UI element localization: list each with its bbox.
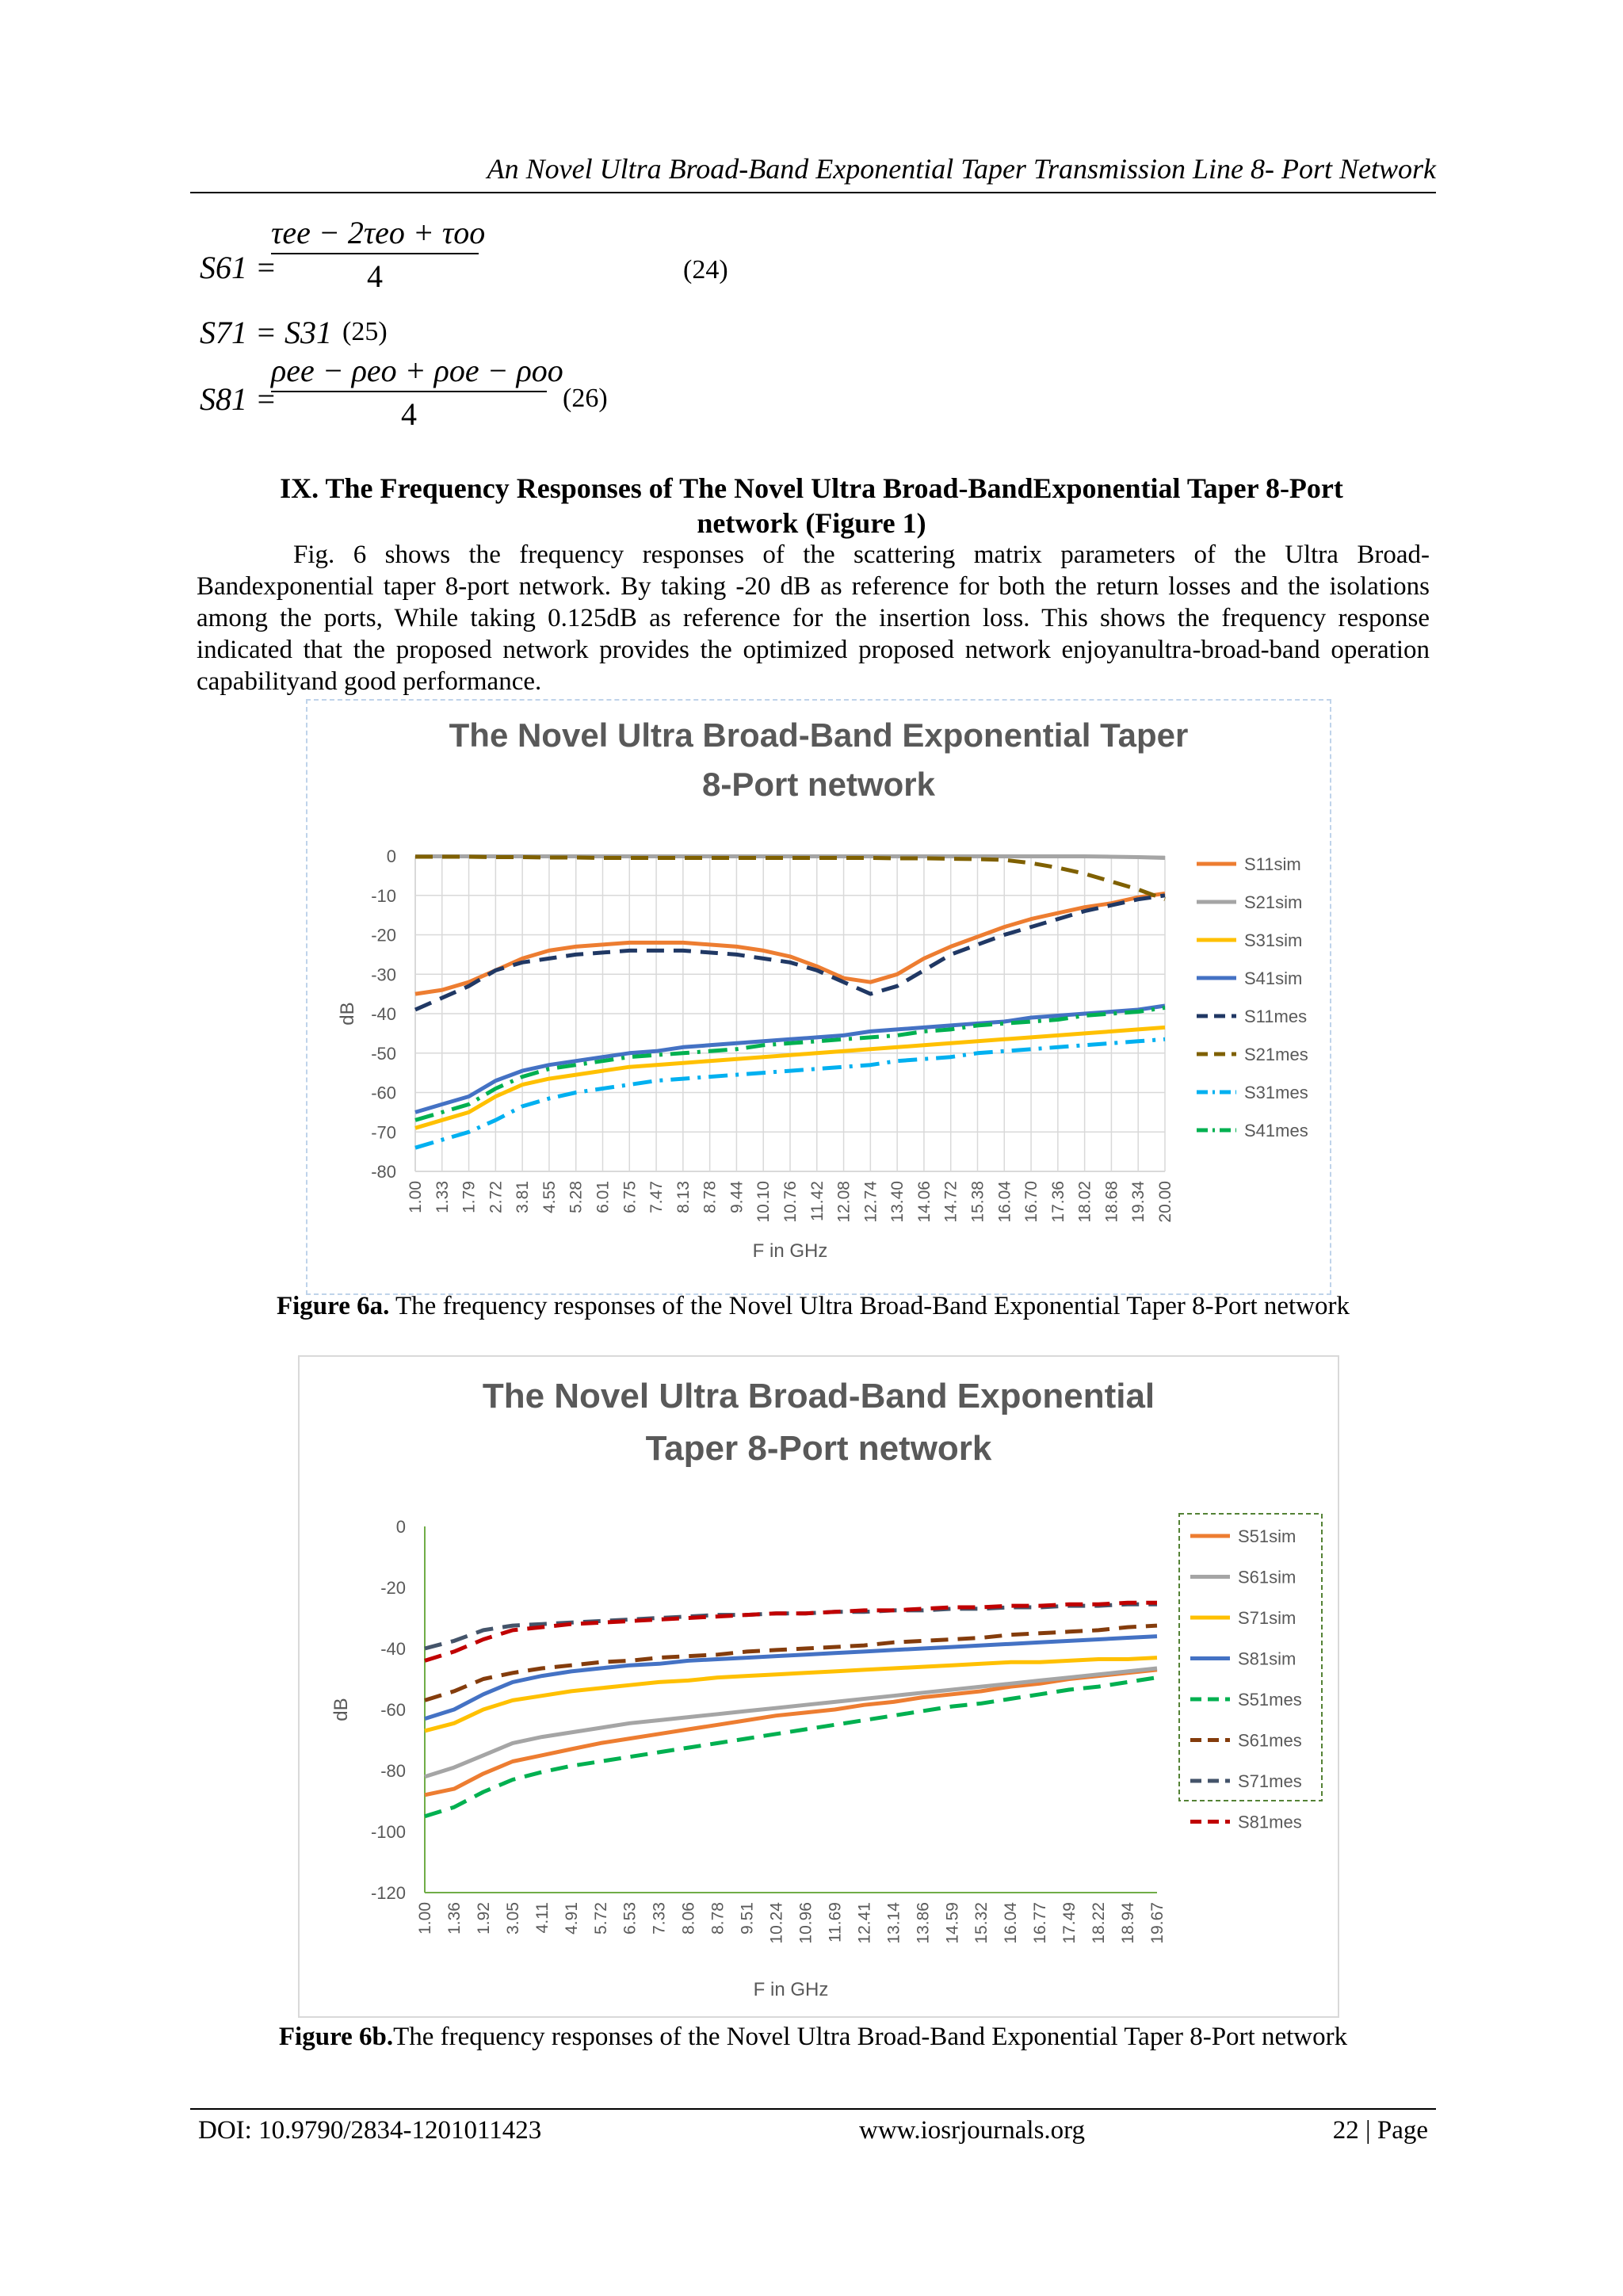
equation-24-number: (24) bbox=[683, 255, 728, 285]
chart-b-series-s61sim bbox=[425, 1668, 1157, 1777]
chart-b-x-tick-label: 7.33 bbox=[650, 1902, 669, 1935]
chart-a-x-axis-label: F in GHz bbox=[752, 1240, 828, 1262]
chart-b-y-tick-label: -100 bbox=[370, 1822, 406, 1842]
chart-b-x-tick-label: 10.24 bbox=[767, 1902, 786, 1944]
chart-b-x-tick-label: 12.41 bbox=[855, 1902, 874, 1944]
body-paragraph: Fig. 6 shows the frequency responses of the scattering matrix parameters of the Ultra Broad-Bandexponential taper 8-port network. By taking -20 dB as reference for both the return losses and the isolations among the ports, While taking 0.125dB as reference for the insertion loss. This shows the frequency response indicated that the proposed network provides the optimized proposed network enjoyanultra-broad-band operation capabilityand good performance. bbox=[197, 541, 1430, 696]
chart-b-x-tick-label: 9.51 bbox=[738, 1902, 757, 1935]
chart-b-legend-label-s71sim: S71sim bbox=[1238, 1608, 1296, 1628]
chart-a-y-tick-label: -40 bbox=[371, 1004, 396, 1024]
chart-b-legend-label-s51sim: S51sim bbox=[1238, 1526, 1296, 1546]
chart-a-x-tick-label: 20.00 bbox=[1156, 1181, 1174, 1223]
chart-a-x-tick-label: 8.13 bbox=[674, 1181, 693, 1213]
chart-b-legend-label-s51mes: S51mes bbox=[1238, 1690, 1302, 1710]
chart-a-x-tick-label: 1.33 bbox=[433, 1181, 452, 1213]
chart-a-x-tick-label: 4.55 bbox=[540, 1181, 559, 1213]
chart-b-y-tick-label: -20 bbox=[380, 1578, 406, 1598]
chart-b-x-tick-label: 8.78 bbox=[708, 1902, 727, 1935]
chart-a-y-tick-label: -20 bbox=[371, 925, 396, 946]
chart-a-y-tick-label: -60 bbox=[371, 1083, 396, 1103]
chart-a-x-tick-label: 19.34 bbox=[1129, 1181, 1148, 1223]
chart-b-y-axis-label: dB bbox=[330, 1698, 352, 1721]
equation-25-number: (25) bbox=[342, 317, 388, 346]
figure-6b-caption: Figure 6b.The frequency responses of the Novel Ultra Broad-Band Exponential Taper 8-Port network bbox=[278, 2023, 1348, 2051]
chart-b-x-tick-label: 16.04 bbox=[1002, 1902, 1021, 1944]
chart-b-x-tick-label: 1.00 bbox=[416, 1902, 434, 1935]
figure-6a-frame bbox=[306, 699, 1331, 1295]
chart-a-title-line-0: The Novel Ultra Broad-Band Exponential Taper bbox=[449, 716, 1189, 754]
chart-b-x-tick-label: 10.96 bbox=[796, 1902, 815, 1944]
chart-a-x-tick-label: 16.70 bbox=[1022, 1181, 1041, 1223]
chart-a-y-axis-label: dB bbox=[337, 1002, 358, 1026]
chart-b-x-tick-label: 16.77 bbox=[1031, 1902, 1050, 1944]
chart-a-x-tick-label: 14.72 bbox=[941, 1181, 960, 1223]
chart-b-x-tick-label: 15.32 bbox=[972, 1902, 991, 1944]
chart-a-x-tick-label: 10.76 bbox=[781, 1181, 800, 1223]
header-rule bbox=[190, 192, 1436, 193]
chart-a-x-tick-label: 5.28 bbox=[567, 1181, 586, 1213]
chart-a-x-tick-label: 6.01 bbox=[594, 1181, 613, 1213]
chart-a-x-tick-label: 8.78 bbox=[701, 1181, 720, 1213]
chart-a-legend-label-s41sim: S41sim bbox=[1244, 968, 1303, 988]
chart-a-x-tick-label: 1.00 bbox=[407, 1181, 425, 1213]
chart-a-x-tick-label: 18.02 bbox=[1075, 1181, 1094, 1223]
chart-b-y-tick-label: -40 bbox=[380, 1639, 406, 1659]
figure-6b-frame bbox=[298, 1355, 1339, 2018]
footer-doi: DOI: 10.9790/2834-1201011423 bbox=[198, 2116, 542, 2145]
chart-a-y-tick-label: -10 bbox=[371, 885, 396, 906]
section-heading: IX. The Frequency Responses of The Novel Ultra Broad-BandExponential Taper 8-Port network (Figure 1) bbox=[280, 472, 1343, 539]
footer-website[interactable]: www.iosrjournals.org bbox=[859, 2116, 1086, 2145]
chart-b-x-tick-label: 11.69 bbox=[826, 1902, 845, 1943]
chart-b-x-tick-label: 3.05 bbox=[503, 1902, 522, 1935]
equation-24-numerator: τee − 2τeo + τoo bbox=[271, 215, 486, 250]
figure-6b-chart bbox=[300, 1357, 1338, 2016]
chart-b-x-tick-label: 8.06 bbox=[679, 1902, 698, 1935]
chart-b-x-tick-label: 1.36 bbox=[445, 1902, 464, 1935]
chart-a-x-tick-label: 10.10 bbox=[754, 1181, 773, 1223]
equation-26-numerator: ρee − ρeo + ρoe − ρoo bbox=[271, 353, 563, 388]
chart-b-x-axis-label: F in GHz bbox=[753, 1979, 829, 2000]
figure-6a-caption: Figure 6a. The frequency responses of the Novel Ultra Broad-Band Exponential Taper 8-Port network bbox=[276, 1292, 1350, 1320]
running-header: An Novel Ultra Broad-Band Exponential Taper Transmission Line 8- Port Network bbox=[487, 153, 1436, 185]
chart-b-x-tick-label: 18.94 bbox=[1119, 1902, 1138, 1944]
equation-24-fraction bbox=[271, 214, 486, 295]
chart-b-title-line-1: Taper 8-Port network bbox=[645, 1429, 992, 1468]
chart-b-y-tick-label: -120 bbox=[370, 1883, 406, 1903]
chart-a-x-tick-label: 16.04 bbox=[995, 1181, 1014, 1223]
chart-a-y-tick-label: -80 bbox=[371, 1162, 396, 1182]
chart-b-x-tick-label: 13.86 bbox=[914, 1902, 933, 1944]
chart-b-legend-label-s71mes: S71mes bbox=[1238, 1771, 1302, 1791]
chart-b-y-tick-label: -60 bbox=[380, 1700, 406, 1720]
chart-a-x-tick-label: 14.06 bbox=[915, 1181, 934, 1223]
chart-a-y-tick-label: 0 bbox=[386, 846, 396, 866]
chart-b-legend-label-s81sim: S81sim bbox=[1238, 1648, 1296, 1669]
equation-26-fraction bbox=[271, 352, 563, 433]
chart-a-x-tick-label: 9.44 bbox=[727, 1181, 747, 1213]
chart-b-x-tick-label: 19.67 bbox=[1148, 1902, 1167, 1944]
chart-b-x-tick-label: 18.22 bbox=[1090, 1902, 1109, 1944]
equation-26-number: (26) bbox=[563, 384, 608, 413]
chart-a-legend-label-s31sim: S31sim bbox=[1244, 930, 1303, 950]
chart-a-x-tick-label: 12.08 bbox=[834, 1181, 854, 1223]
chart-a-x-tick-label: 13.40 bbox=[888, 1181, 907, 1223]
chart-a-x-tick-label: 17.36 bbox=[1048, 1181, 1067, 1223]
chart-a-title-line-1: 8-Port network bbox=[701, 766, 936, 803]
chart-a-legend-label-s21sim: S21sim bbox=[1244, 892, 1303, 912]
footer-page-number: 22 | Page bbox=[1332, 2116, 1428, 2145]
chart-b-x-tick-label: 17.49 bbox=[1060, 1902, 1079, 1944]
chart-a-legend-label-s11sim: S11sim bbox=[1244, 854, 1301, 874]
chart-a-x-tick-label: 2.72 bbox=[487, 1181, 506, 1213]
chart-b-x-tick-label: 13.14 bbox=[884, 1902, 903, 1944]
chart-a-legend-label-s41mes: S41mes bbox=[1244, 1121, 1308, 1140]
chart-b-y-tick-label: 0 bbox=[395, 1517, 406, 1537]
chart-a-x-tick-label: 6.75 bbox=[621, 1181, 640, 1213]
chart-a-x-tick-label: 18.68 bbox=[1102, 1181, 1121, 1223]
chart-b-legend-label-s61sim: S61sim bbox=[1238, 1567, 1296, 1587]
chart-a-legend-label-s31mes: S31mes bbox=[1244, 1083, 1308, 1102]
footer-rule bbox=[190, 2108, 1436, 2110]
chart-b-x-tick-label: 14.59 bbox=[943, 1902, 962, 1944]
chart-a-legend-label-s21mes: S21mes bbox=[1244, 1045, 1308, 1064]
chart-b-title-line-0: The Novel Ultra Broad-Band Exponential bbox=[482, 1377, 1155, 1415]
figure-6a-chart bbox=[307, 701, 1330, 1293]
chart-b-x-tick-label: 6.53 bbox=[621, 1902, 640, 1935]
equation-26-denominator: 4 bbox=[401, 396, 417, 432]
equation-26-lhs: S81 = bbox=[200, 381, 277, 417]
chart-b-legend-label-s61mes: S61mes bbox=[1238, 1730, 1302, 1751]
equation-25: S71 = S31 bbox=[200, 315, 332, 350]
chart-b-x-tick-label: 1.92 bbox=[474, 1902, 493, 1935]
chart-a-legend-label-s11mes: S11mes bbox=[1244, 1007, 1308, 1026]
chart-a-x-tick-label: 3.81 bbox=[514, 1181, 533, 1213]
chart-a-x-tick-label: 11.42 bbox=[808, 1181, 827, 1221]
chart-b-x-tick-label: 4.91 bbox=[562, 1902, 581, 1935]
chart-b-x-tick-label: 4.11 bbox=[533, 1902, 552, 1934]
chart-a-x-tick-label: 7.47 bbox=[647, 1181, 666, 1213]
chart-a-x-tick-label: 12.74 bbox=[861, 1181, 880, 1223]
chart-b-y-tick-label: -80 bbox=[380, 1761, 406, 1781]
equation-24-denominator: 4 bbox=[367, 258, 383, 294]
chart-a-x-tick-label: 15.38 bbox=[968, 1181, 987, 1223]
chart-b-legend-label-s81mes: S81mes bbox=[1238, 1812, 1302, 1832]
chart-a-y-tick-label: -70 bbox=[371, 1122, 396, 1143]
chart-a-x-tick-label: 1.79 bbox=[460, 1181, 479, 1213]
chart-b-x-tick-label: 5.72 bbox=[591, 1902, 610, 1935]
equation-24-lhs: S61 = bbox=[200, 250, 277, 285]
chart-a-y-tick-label: -30 bbox=[371, 965, 396, 985]
chart-a-y-tick-label: -50 bbox=[371, 1043, 396, 1064]
